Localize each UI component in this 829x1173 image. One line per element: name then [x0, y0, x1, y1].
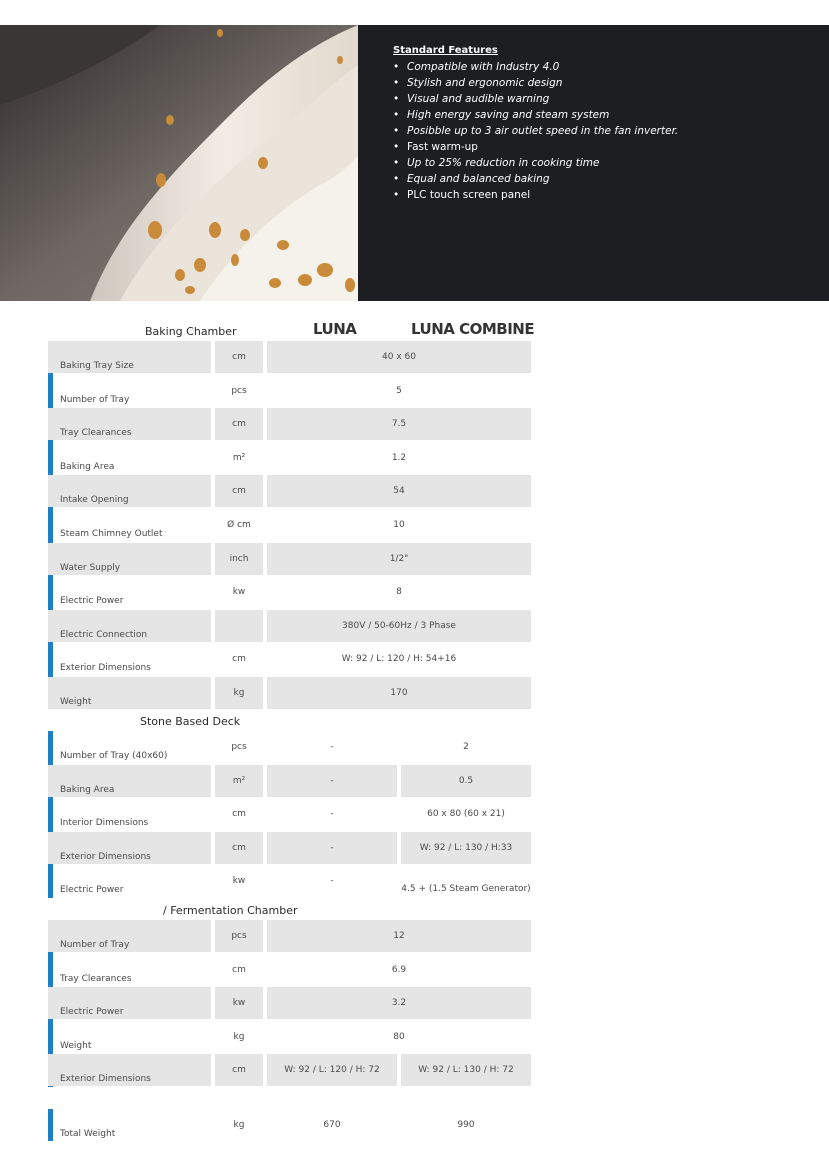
row-value-combine — [401, 798, 531, 830]
row-value — [267, 643, 531, 675]
row-value-text: 170 — [390, 688, 408, 698]
row-unit-text: Ø cm — [227, 520, 251, 530]
row-label: Intake Opening — [60, 495, 129, 506]
row-value — [267, 920, 531, 952]
row-value — [267, 576, 531, 608]
section-title-baking: Baking Chamber — [145, 325, 237, 338]
row-value — [267, 475, 531, 507]
row-value-combine — [401, 832, 531, 864]
table-row — [48, 408, 531, 440]
row-unit — [215, 341, 263, 373]
table-row — [48, 865, 531, 897]
table-row — [48, 832, 531, 864]
row-label: Weight — [60, 1040, 92, 1051]
feature-item: • Compatible with Industry 4.0 — [393, 59, 678, 75]
row-unit — [215, 987, 263, 1019]
row-unit-text: m² — [232, 452, 246, 463]
row-value-text: 60 x 80 (60 x 21) — [427, 809, 505, 820]
row-unit — [215, 610, 263, 642]
table-row — [48, 798, 531, 830]
row-unit — [215, 954, 263, 986]
row-value-combine — [401, 1054, 531, 1086]
row-value-text: 4.5 + (1.5 Steam Generator) — [401, 884, 531, 895]
table-row — [48, 509, 531, 541]
section-title-fermentation: / Fermentation Chamber — [163, 904, 298, 917]
row-unit — [215, 798, 263, 830]
row-value — [267, 987, 531, 1019]
table-row — [48, 987, 531, 1019]
row-label: Total Weight — [60, 1129, 116, 1139]
row-value-text: W: 92 / L: 130 / H: 72 — [418, 1065, 514, 1076]
row-value-luna — [267, 832, 397, 864]
row-label: Exterior Dimensions — [60, 663, 151, 674]
row-unit-text: kw — [232, 876, 246, 887]
row-unit-text: cm — [232, 654, 246, 665]
row-unit-text: kg — [233, 688, 245, 698]
row-unit-text: pcs — [231, 742, 247, 752]
row-value-luna — [267, 731, 397, 763]
row-label: Water Supply — [60, 562, 121, 573]
table-row — [48, 765, 531, 797]
table-row — [48, 1054, 531, 1086]
table-row — [48, 475, 531, 507]
row-unit-text: pcs — [231, 385, 247, 396]
features-list — [393, 59, 678, 203]
feature-item: • Up to 25% reduction in cooking time — [393, 155, 678, 171]
row-value-text: - — [330, 809, 334, 820]
row-unit-text: kg — [233, 1031, 245, 1042]
row-value — [267, 375, 531, 407]
row-unit-text: cm — [232, 809, 246, 820]
table-row — [48, 610, 531, 642]
row-label: Number of Tray — [60, 394, 130, 405]
feature-item: • Fast warm-up — [393, 139, 678, 155]
brand-luna-logo: LUNA — [313, 320, 357, 338]
row-unit-text: kw — [232, 998, 246, 1009]
row-value — [267, 954, 531, 986]
row-label: Tray Clearances — [60, 973, 132, 984]
table-row — [48, 1021, 531, 1053]
row-unit — [215, 576, 263, 608]
row-label: Interior Dimensions — [60, 818, 149, 829]
row-label: Exterior Dimensions — [60, 851, 151, 862]
row-value-combine — [401, 1109, 531, 1141]
row-unit-text: cm — [232, 964, 246, 975]
row-label: Baking Area — [60, 784, 115, 795]
row-value — [267, 677, 531, 709]
table-row — [48, 442, 531, 474]
row-value-luna — [267, 798, 397, 830]
row-value-combine — [401, 765, 531, 797]
row-label: Weight — [60, 697, 92, 707]
table-row — [48, 731, 531, 763]
row-label: Tray Clearances — [60, 428, 132, 439]
table-row — [48, 677, 531, 709]
row-value-text: 7.5 — [391, 419, 407, 430]
row-unit-text: pcs — [231, 931, 247, 941]
row-value — [267, 1021, 531, 1053]
row-unit — [215, 509, 263, 541]
row-unit-text: kw — [232, 587, 246, 598]
row-label: Electric Power — [60, 1007, 124, 1018]
row-value-text: W: 92 / L: 120 / H: 54+16 — [341, 654, 457, 665]
hero-dough-image — [0, 25, 358, 301]
row-value — [267, 442, 531, 474]
row-value-text: 670 — [323, 1120, 341, 1130]
row-value-text: 3.2 — [391, 998, 407, 1009]
row-value-text: 1.2 — [391, 452, 407, 463]
table-row — [48, 643, 531, 675]
table-row — [48, 954, 531, 986]
row-unit — [215, 765, 263, 797]
row-value-text: 2 — [463, 742, 469, 752]
row-value-text: 10 — [393, 520, 405, 530]
row-value-text: 990 — [457, 1120, 475, 1130]
table-row — [48, 375, 531, 407]
row-label: Steam Chimney Outlet — [60, 529, 163, 539]
row-label: Number of Tray (40x60) — [60, 751, 168, 761]
row-value — [267, 341, 531, 373]
row-unit-text: cm — [232, 419, 246, 430]
row-value-luna — [267, 1109, 397, 1141]
row-unit — [215, 677, 263, 709]
row-value-text: 12 — [393, 931, 405, 941]
row-unit-text: cm — [232, 486, 246, 497]
features-title: Standard Features — [393, 45, 498, 56]
row-unit-text: cm — [232, 842, 246, 853]
row-value-text: 5 — [396, 385, 402, 396]
row-unit-text: cm — [232, 352, 246, 362]
row-unit — [215, 475, 263, 507]
row-value-luna — [267, 865, 397, 897]
row-label: Number of Tray — [60, 940, 130, 950]
row-value-text: - — [330, 842, 334, 853]
feature-item: • High energy saving and steam system — [393, 107, 678, 123]
row-label: Baking Area — [60, 461, 115, 472]
row-value-text: W: 92 / L: 120 / H: 72 — [284, 1065, 380, 1076]
row-value — [267, 543, 531, 575]
row-unit — [215, 408, 263, 440]
row-value-text: - — [330, 775, 334, 786]
row-value-combine — [401, 731, 531, 763]
table-row — [48, 920, 531, 952]
row-value — [267, 509, 531, 541]
feature-item: • PLC touch screen panel — [393, 187, 678, 203]
section-title-stone: Stone Based Deck — [140, 715, 241, 728]
row-unit — [215, 1054, 263, 1086]
row-unit — [215, 442, 263, 474]
feature-item: • Stylish and ergonomic design — [393, 75, 678, 91]
row-value-text: 380V / 50-60Hz / 3 Phase — [342, 620, 456, 631]
row-value-text: 0.5 — [458, 775, 474, 786]
row-value-text: 40 x 60 — [382, 352, 416, 362]
row-value-text: 6.9 — [391, 964, 407, 975]
row-unit — [215, 832, 263, 864]
row-value — [267, 610, 531, 642]
table-row — [48, 543, 531, 575]
row-value-luna — [267, 765, 397, 797]
row-value-text: 54 — [393, 486, 405, 497]
row-label: Electric Power — [60, 596, 124, 607]
row-value-text: W: 92 / L: 130 / H:33 — [419, 842, 513, 853]
row-value-text: 1/2" — [389, 553, 409, 564]
row-value-luna — [267, 1054, 397, 1086]
row-unit — [215, 375, 263, 407]
row-label: Electric Power — [60, 885, 124, 896]
row-label: Electric Connection — [60, 629, 148, 640]
row-unit — [215, 543, 263, 575]
row-unit — [215, 731, 263, 763]
table-row — [48, 1109, 531, 1141]
row-value-combine — [401, 865, 531, 897]
feature-item: • Visual and audible warning — [393, 91, 678, 107]
row-unit — [215, 643, 263, 675]
table-row — [48, 576, 531, 608]
row-label: Baking Tray Size — [60, 361, 134, 371]
brand-luna-combine-logo: LUNA COMBINE — [411, 320, 535, 338]
row-unit-text: kg — [233, 1120, 245, 1130]
row-value-text: - — [330, 876, 334, 887]
row-unit-text: m² — [232, 775, 246, 786]
row-unit — [215, 1021, 263, 1053]
row-value — [267, 408, 531, 440]
row-value-text: 80 — [393, 1031, 405, 1042]
row-value-text: - — [330, 742, 334, 752]
row-unit-text: inch — [229, 553, 249, 564]
feature-item: • Posibble up to 3 air outlet speed in the fan inverter. — [393, 123, 678, 139]
table-row — [48, 341, 531, 373]
row-unit — [215, 1109, 263, 1141]
row-unit — [215, 865, 263, 897]
row-unit — [215, 920, 263, 952]
row-unit-text: cm — [232, 1065, 246, 1076]
row-value-text: 8 — [396, 587, 402, 598]
feature-item: • Equal and balanced baking — [393, 171, 678, 187]
row-label: Exterior Dimensions — [60, 1074, 151, 1085]
